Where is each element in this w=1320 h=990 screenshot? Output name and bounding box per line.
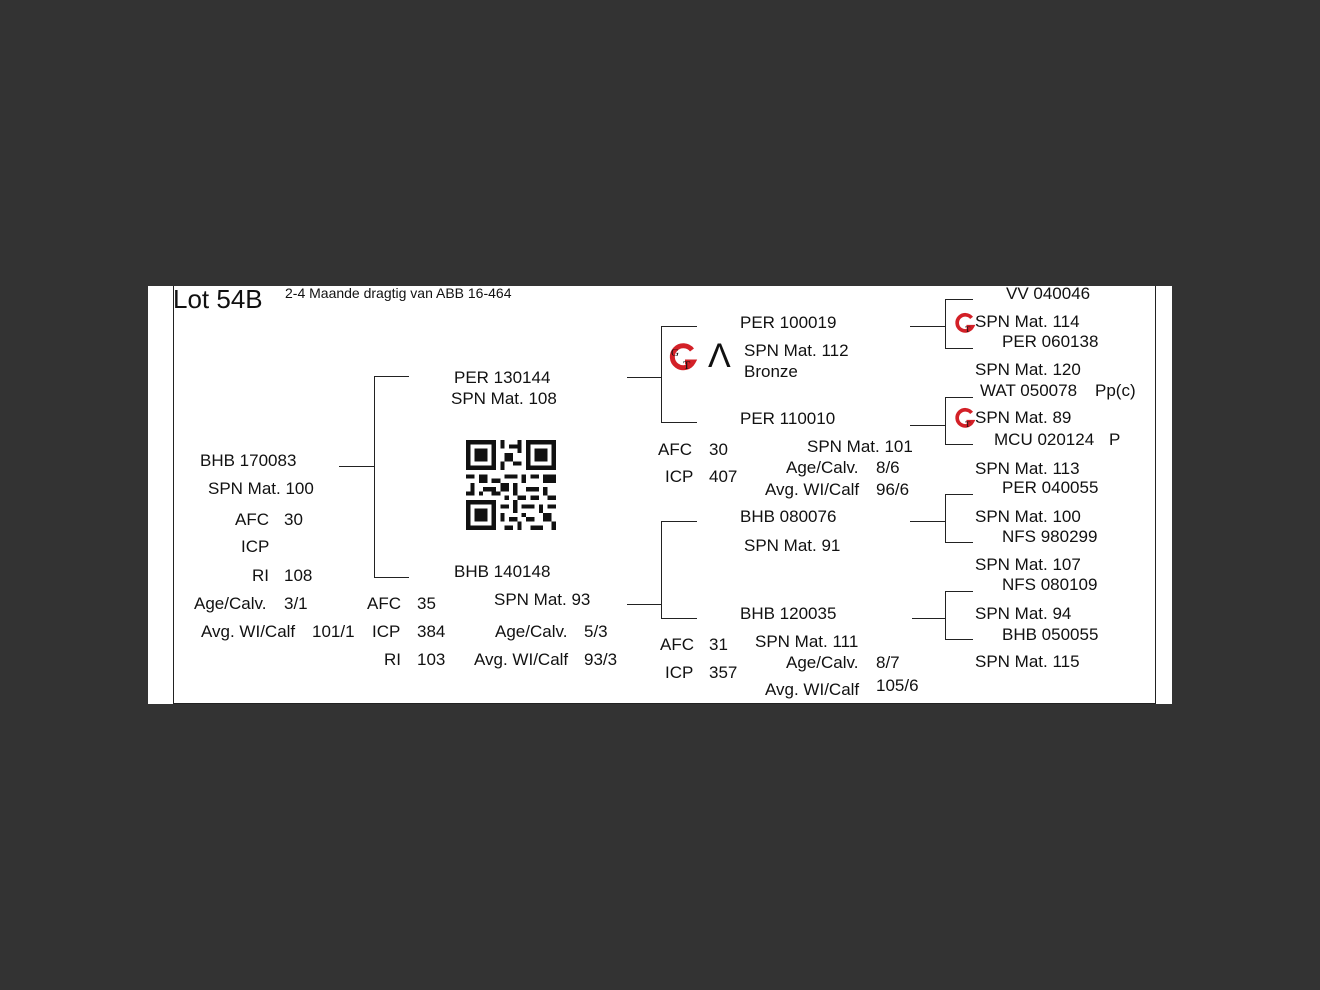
connector — [912, 618, 946, 619]
svg-text:T: T — [683, 358, 691, 372]
frame-bottom-line — [173, 703, 1156, 704]
dam-afc-label: AFC — [367, 594, 401, 613]
connector — [661, 521, 662, 619]
dd-agecalv-label: Age/Calv. — [786, 653, 859, 672]
dd-agecalv-value: 8/7 — [876, 653, 900, 672]
connector — [945, 397, 946, 445]
connector — [627, 604, 661, 605]
animal-agecalv-label: Age/Calv. — [194, 594, 267, 613]
ss-caret-mark: Λ — [708, 337, 731, 375]
ggp-5-id: PER 040055 — [1002, 478, 1099, 497]
connector — [627, 377, 661, 378]
ds-spn: SPN Mat. 91 — [744, 536, 841, 555]
ggp-3-spn: SPN Mat. 89 — [975, 408, 1072, 427]
sire-spn: SPN Mat. 108 — [451, 389, 557, 408]
dd-avgwi-value: 105/6 — [876, 676, 919, 695]
sd-icp-label: ICP — [665, 467, 694, 486]
connector — [945, 444, 973, 445]
connector — [339, 466, 374, 467]
dam-agecalv-value: 5/3 — [584, 622, 608, 641]
ggp-1-id: VV 040046 — [1006, 286, 1091, 303]
animal-afc-value: 30 — [284, 510, 303, 529]
animal-avgwi-value: 101/1 — [312, 622, 355, 641]
ggp-3-note: Pp(c) — [1095, 381, 1136, 400]
dam-spn: SPN Mat. 93 — [494, 590, 591, 609]
dam-avgwi-label: Avg. WI/Calf — [474, 650, 569, 669]
ggp-7-id: NFS 080109 — [1002, 575, 1098, 594]
ggp-6-spn: SPN Mat. 107 — [975, 555, 1081, 574]
connector — [661, 326, 662, 423]
qr-code-icon — [466, 440, 556, 530]
dam-icp-value: 384 — [417, 622, 446, 641]
connector — [661, 326, 697, 327]
connector — [945, 397, 973, 398]
dam-ri-value: 103 — [417, 650, 446, 669]
ss-spn: SPN Mat. 112 — [744, 341, 849, 360]
ggp-7-spn: SPN Mat. 94 — [975, 604, 1072, 623]
connector — [945, 494, 973, 495]
sd-afc-label: AFC — [658, 440, 692, 459]
sd-spn: SPN Mat. 101 — [807, 437, 913, 456]
ss-award: Bronze — [744, 362, 798, 381]
ss-id: PER 100019 — [740, 313, 837, 332]
frame-left-line — [173, 286, 174, 704]
animal-spn: SPN Mat. 100 — [208, 479, 314, 498]
connector — [910, 521, 946, 522]
animal-agecalv-value: 3/1 — [284, 594, 308, 613]
ggp-2-id: PER 060138 — [1002, 332, 1099, 351]
connector — [945, 591, 973, 592]
dd-icp-label: ICP — [665, 663, 694, 682]
animal-icp-label: ICP — [241, 537, 270, 556]
animal-ri-value: 108 — [284, 566, 313, 585]
ggp-4-spn: SPN Mat. 113 — [975, 459, 1080, 478]
connector — [374, 577, 409, 578]
dd-id: BHB 120035 — [740, 604, 837, 623]
sd-avgwi-label: Avg. WI/Calf — [765, 480, 860, 499]
dd-spn: SPN Mat. 111 — [755, 632, 859, 651]
svg-text:T: T — [965, 418, 971, 429]
ds-id: BHB 080076 — [740, 507, 837, 526]
animal-afc-label: AFC — [235, 510, 269, 529]
dam-ri-label: RI — [384, 650, 401, 669]
dd-icp-value: 357 — [709, 663, 738, 682]
ggp-1-spn: SPN Mat. 114 — [975, 312, 1080, 331]
sd-agecalv-value: 8/6 — [876, 458, 900, 477]
sd-agecalv-label: Age/Calv. — [786, 458, 859, 477]
dam-icp-label: ICP — [372, 622, 401, 641]
connector — [945, 348, 973, 349]
svg-text:T: T — [965, 323, 971, 334]
dam-avgwi-value: 93/3 — [584, 650, 618, 669]
pregnancy-note: 2-4 Maande dragtig van ABB 16-464 — [285, 286, 512, 301]
ggp-3-id: WAT 050078 — [980, 381, 1078, 400]
gt-logo-icon — [954, 312, 976, 334]
sd-afc-value: 30 — [709, 440, 728, 459]
dam-agecalv-label: Age/Calv. — [495, 622, 568, 641]
ggp-5-spn: SPN Mat. 100 — [975, 507, 1081, 526]
connector — [910, 326, 946, 327]
ggp-4-note: P — [1109, 430, 1121, 449]
connector — [661, 422, 697, 423]
animal-avgwi-label: Avg. WI/Calf — [201, 622, 296, 641]
dd-avgwi-label: Avg. WI/Calf — [765, 680, 860, 699]
animal-id: BHB 170083 — [200, 451, 297, 470]
ggp-8-id: BHB 050055 — [1002, 625, 1099, 644]
connector — [945, 542, 973, 543]
sire-id: PER 130144 — [454, 368, 551, 387]
connector — [945, 591, 946, 640]
lot-number: Lot 54B — [173, 286, 263, 314]
gt-logo-icon — [668, 342, 698, 372]
connector — [945, 299, 973, 300]
connector — [661, 521, 697, 522]
sd-avgwi-value: 96/6 — [876, 480, 910, 499]
sd-icp-value: 407 — [709, 467, 738, 486]
dam-id: BHB 140148 — [454, 562, 551, 581]
sd-id: PER 110010 — [740, 409, 836, 428]
frame-right-line — [1155, 286, 1156, 704]
ggp-4-id: MCU 020124 — [994, 430, 1095, 449]
ggp-8-spn: SPN Mat. 115 — [975, 652, 1080, 671]
svg-text:G: G — [671, 347, 679, 359]
dam-afc-value: 35 — [417, 594, 436, 613]
dd-afc-value: 31 — [709, 635, 728, 654]
connector — [945, 494, 946, 543]
pedigree-sheet — [148, 286, 1172, 704]
connector — [374, 376, 375, 578]
connector — [661, 618, 697, 619]
ggp-6-id: NFS 980299 — [1002, 527, 1098, 546]
connector — [945, 299, 946, 349]
animal-ri-label: RI — [252, 566, 269, 585]
ggp-2-spn: SPN Mat. 120 — [975, 360, 1081, 379]
gt-logo-icon — [954, 407, 976, 429]
dd-afc-label: AFC — [660, 635, 694, 654]
connector — [945, 639, 973, 640]
connector — [374, 376, 409, 377]
connector — [910, 425, 946, 426]
